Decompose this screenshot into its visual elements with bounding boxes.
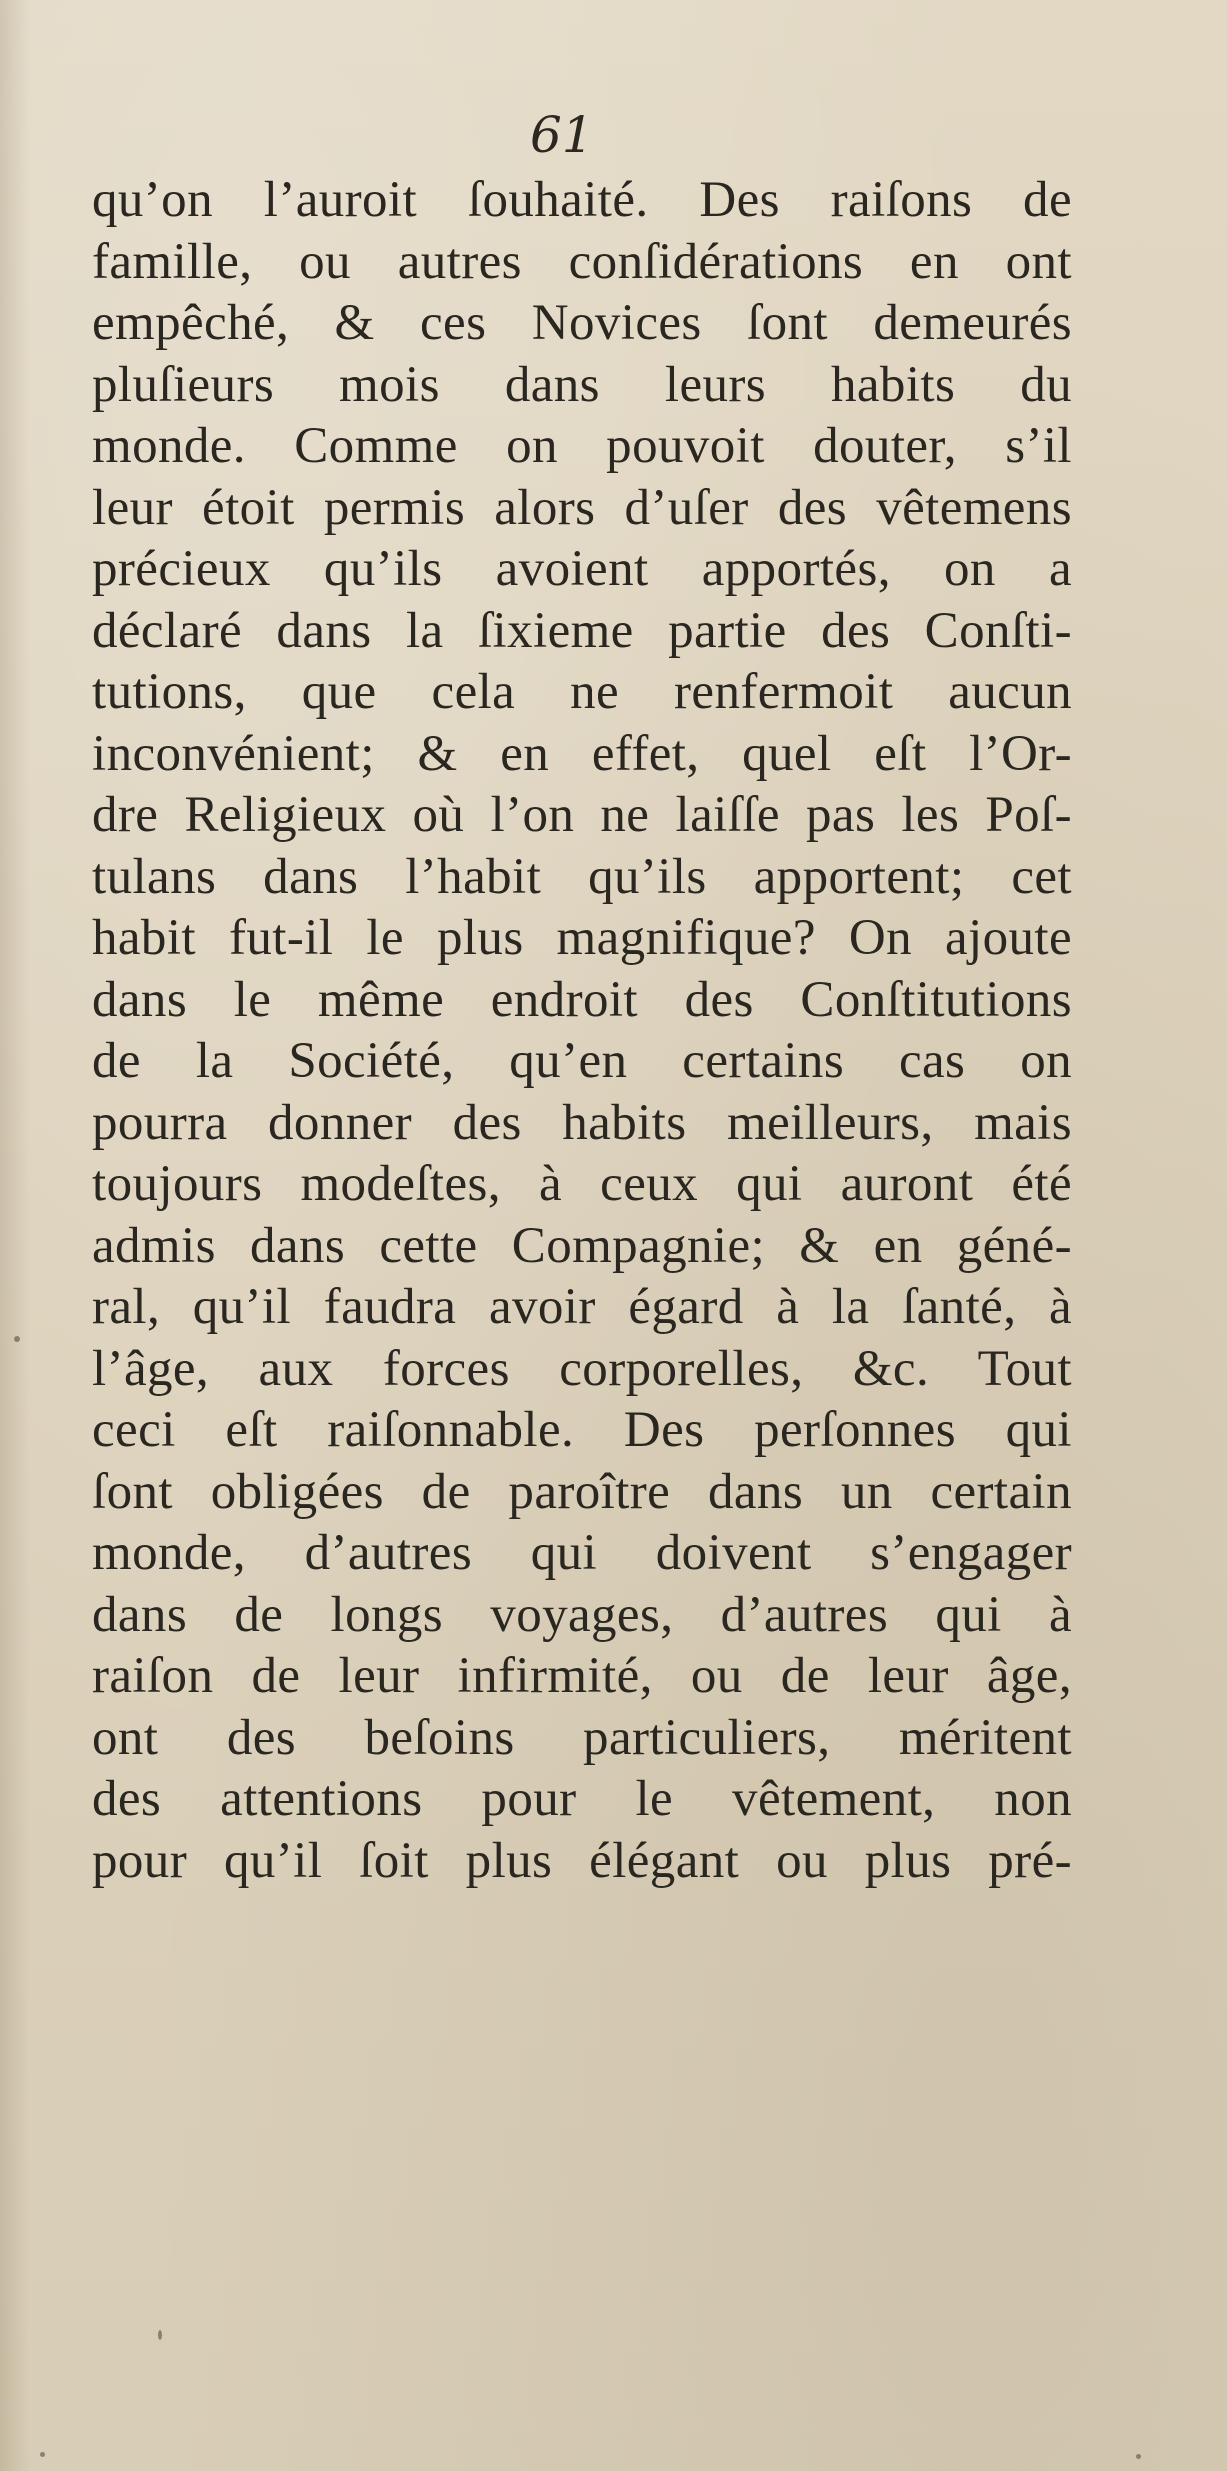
text-line: toujours modeſtes, à ceux qui auront été: [92, 1156, 1072, 1212]
text-line: dans de longs voyages, d’autres qui à: [92, 1586, 1072, 1643]
text-line: monde, d’autres qui doivent s’engager: [92, 1525, 1072, 1581]
text-line: ont des beſoins particuliers, méritent: [92, 1709, 1072, 1766]
text-line: leur étoit permis alors d’uſer des vêtemens: [92, 479, 1072, 536]
text-line: ral, qu’il faudra avoir égard à la ſanté, à: [92, 1279, 1072, 1335]
text-line: pour qu’il ſoit plus élégant ou plus pré-: [92, 1832, 1072, 1889]
text-line: admis dans cette Compagnie; & en géné-: [92, 1217, 1072, 1274]
text-line: des attentions pour le vêtement, non: [92, 1771, 1072, 1827]
text-line: de la Société, qu’en certains cas on: [92, 1033, 1072, 1089]
text-line: empêché, & ces Novices ſont demeurés: [92, 295, 1072, 351]
ink-speck: [40, 2452, 45, 2457]
page-edge-shadow: [0, 0, 30, 2471]
text-line: l’âge, aux forces corporelles, &c. Tout: [92, 1340, 1072, 1397]
text-line: déclaré dans la ſixieme partie des Conſti-: [92, 602, 1072, 659]
page-number: 61: [530, 106, 594, 164]
text-line: dans le même endroit des Conſtitutions: [92, 971, 1072, 1028]
text-line: pourra donner des habits meilleurs, mais: [92, 1094, 1072, 1151]
text-line: pluſieurs mois dans leurs habits du: [92, 356, 1072, 413]
text-line: précieux qu’ils avoient apportés, on a: [92, 541, 1072, 597]
body-text: [92, 170, 1072, 1892]
text-line: tutions, que cela ne renfermoit aucun: [92, 664, 1072, 720]
text-line: qu’on l’auroit ſouhaité. Des raiſons de: [92, 172, 1072, 228]
text-line: inconvénient; & en effet, quel eſt l’Or-: [92, 725, 1072, 782]
text-line: ſont obligées de paroître dans un certain: [92, 1463, 1072, 1520]
text-line: ceci eſt raiſonnable. Des perſonnes qui: [92, 1402, 1072, 1458]
ink-speck: [14, 1336, 20, 1342]
text-line: monde. Comme on pouvoit douter, s’il: [92, 418, 1072, 474]
text-line: dre Religieux où l’on ne laiſſe pas les Poſ-: [92, 787, 1072, 843]
ink-speck: [1136, 2454, 1141, 2459]
text-line: habit fut-il le plus magnifique? On ajoute: [92, 910, 1072, 966]
text-line: famille, ou autres conſidérations en ont: [92, 233, 1072, 290]
text-line: raiſon de leur infirmité, ou de leur âge,: [92, 1648, 1072, 1704]
text-line: tulans dans l’habit qu’ils apportent; cet: [92, 848, 1072, 905]
ink-speck: [158, 2330, 162, 2340]
